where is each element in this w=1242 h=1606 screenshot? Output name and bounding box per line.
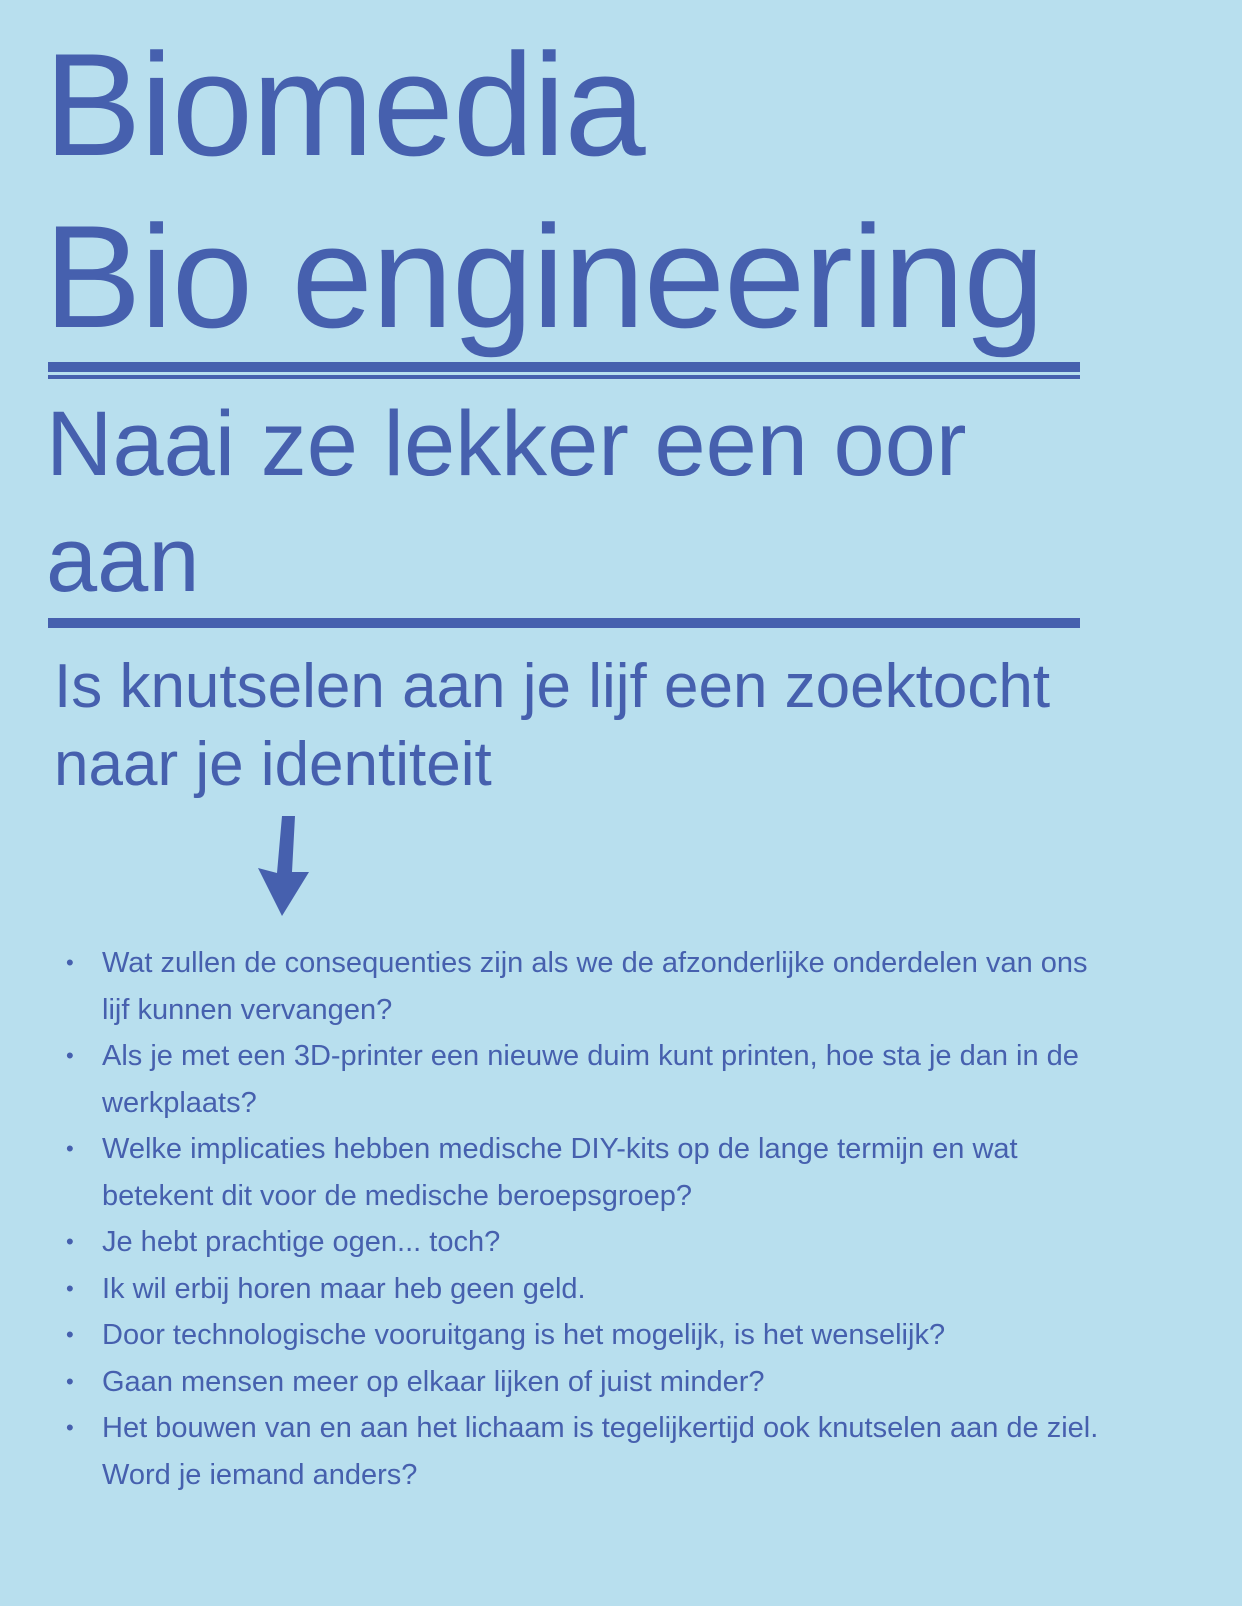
list-item-text: Welke implicaties hebben medische DIY-kits op de lange termijn en wat betekent dit voor de medische beroepsgroep? <box>102 1133 1018 1212</box>
list-item-text: Gaan mensen meer op elkaar lijken of juist minder? <box>102 1365 765 1398</box>
title-biomedia: Biomedia <box>44 23 645 186</box>
subtitle-underline <box>48 618 1080 628</box>
bullet-list <box>62 940 1102 1498</box>
list-item <box>62 1033 1102 1126</box>
bullet-icon: • <box>66 1136 74 1161</box>
bullet-icon: • <box>66 1368 74 1394</box>
list-item-text: Wat zullen de consequenties zijn als we de afzonderlijke onderdelen van ons lijf kunnen vervangen? <box>102 947 1088 1026</box>
list-item-text: Het bouwen van en aan het lichaam is tegelijkertijd ook knutselen aan de ziel. Word je iemand anders? <box>102 1412 1099 1491</box>
list-item-text: Ik wil erbij horen maar heb geen geld. <box>102 1272 586 1305</box>
list-item <box>62 1219 1102 1266</box>
subtitle: Naai ze lekker een oor aan <box>46 393 967 611</box>
list-item <box>62 1405 1102 1498</box>
list-item-text: Als je met een 3D-printer een nieuwe duim kunt printen, hoe sta je dan in de werkplaats? <box>102 1040 1079 1119</box>
list-item <box>62 940 1102 1033</box>
bullet-icon: • <box>66 1322 74 1347</box>
list-item <box>62 1126 1102 1219</box>
bullet-icon: • <box>66 950 74 975</box>
list-item <box>62 1312 1102 1359</box>
bullet-icon: • <box>66 1415 74 1440</box>
title-underline-thin <box>48 375 1080 379</box>
question-heading: Is knutselen aan je lijf een zoektocht naar je identiteit <box>54 652 1051 799</box>
list-item <box>62 1359 1102 1406</box>
list-item-text: Door technologische vooruitgang is het mogelijk, is het wenselijk? <box>102 1319 946 1351</box>
bullet-icon: • <box>66 1275 74 1301</box>
arrow-down-icon <box>252 816 316 920</box>
list-item <box>62 1266 1102 1313</box>
title-underline-thick <box>48 362 1080 372</box>
title-bio-engineering: Bio engineering <box>44 195 1044 358</box>
bullet-icon: • <box>66 1229 74 1254</box>
bullet-icon: • <box>66 1043 74 1068</box>
list-item-text: Je hebt prachtige ogen... toch? <box>102 1226 501 1258</box>
